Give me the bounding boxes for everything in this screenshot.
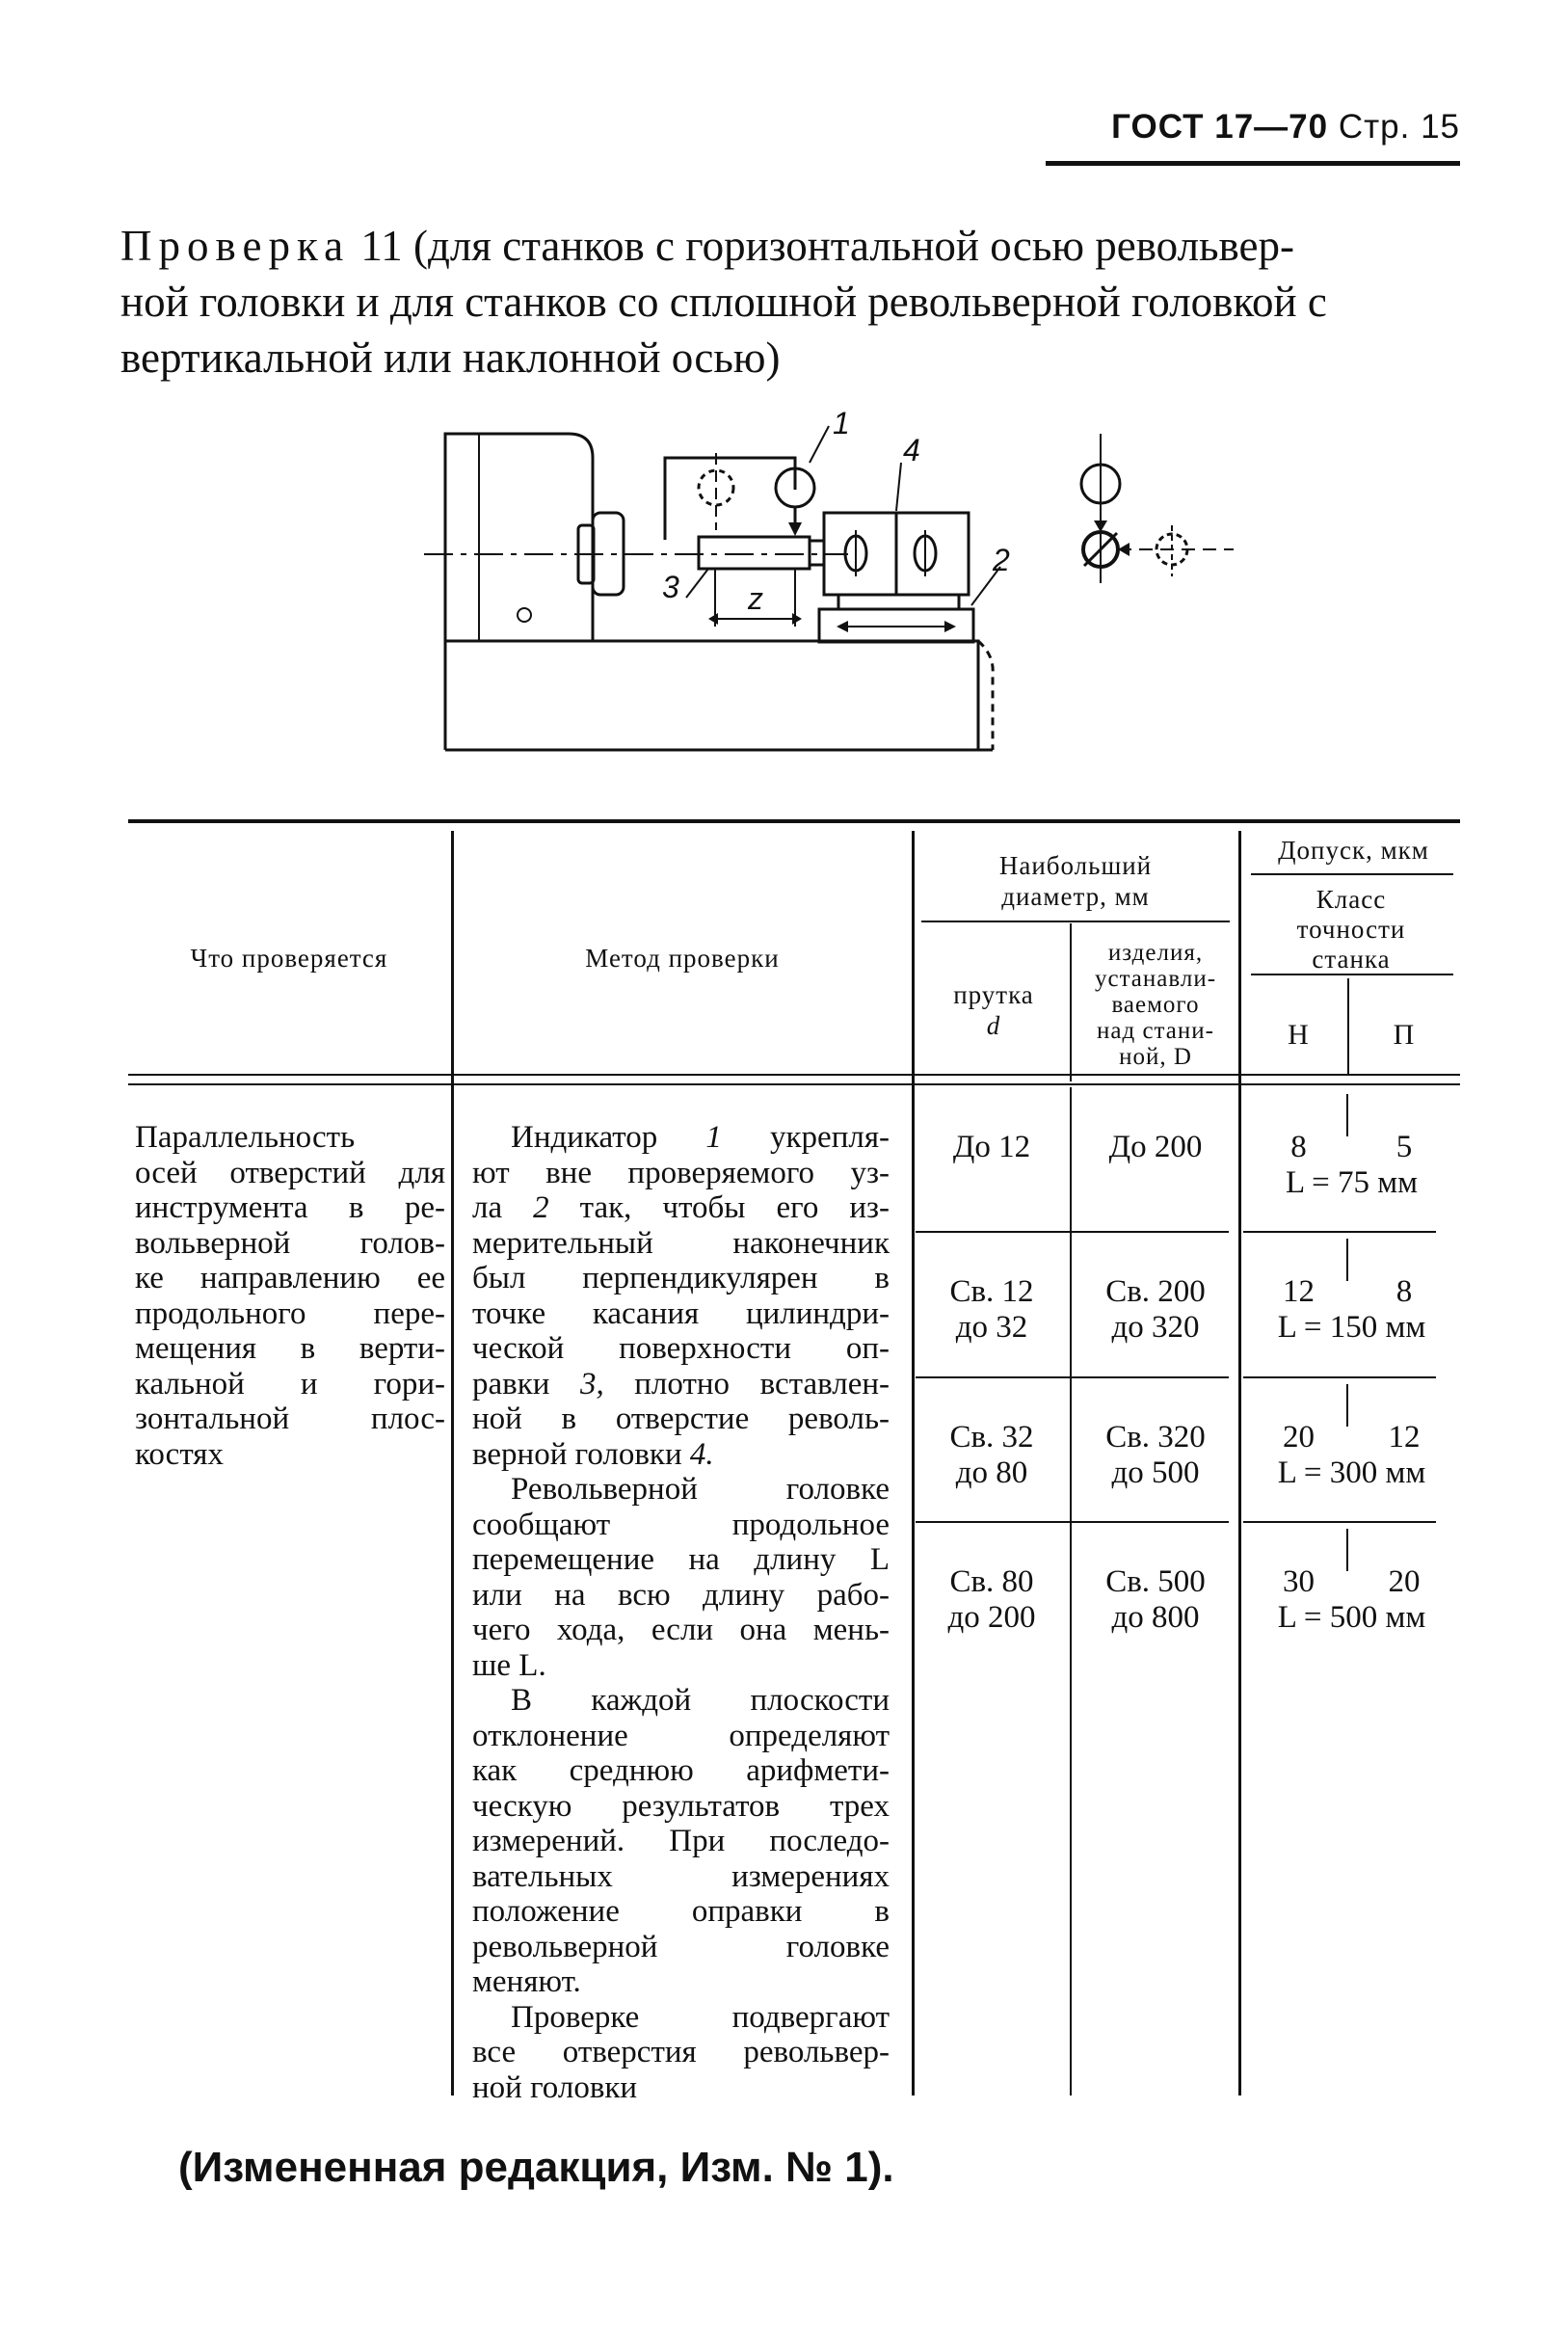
check-title-line-3: вертикальной или наклонной осью) [120, 334, 781, 382]
header-accuracy-class: Класс точности станка [1296, 885, 1406, 974]
row2-tol-p: 8 [1395, 1274, 1413, 1309]
check-heading [120, 218, 1470, 386]
header-max-diameter: Наибольший диаметр, мм [998, 851, 1153, 911]
row4-tol-h: 30 [1283, 1564, 1315, 1599]
row4-length: L = 500 мм [1277, 1600, 1426, 1635]
standard-number: ГОСТ 17—70 [1111, 108, 1329, 146]
row4-part-diameter: Св. 500 до 800 [1105, 1564, 1206, 1635]
callout-4: 4 [903, 433, 920, 467]
check-title-line-2: ной головки и для станков со сплошной револьверной головкой с [120, 278, 1327, 326]
header-what-checked: Что проверяется [190, 944, 388, 973]
cell-method: Индикатор 1 укрепля- ют вне проверяемого уз- ла 2 так, чтобы его из- мерительный наконечник был перпендикулярен в точке касания цилиндри- ческой поверхности оп- равки 3, плотно вставлен- ной в отверстие револь- верной головки 4. Револьверной головке сообщают продольное перемещение на длину L или на всю длину рабо- чего хода, если она мень- ше L. В каждой плоскости отклонение определяют как среднюю арифмети- ческую результатов трех измерений. При последо- вательных измерениях положение оправки в револьверной головке меняют. Проверке подвергают все отверстия револьвер- ной головки [472, 1120, 890, 2105]
row2-bar-diameter: Св. 12 до 32 [949, 1274, 1034, 1345]
row1-tol-p: 5 [1395, 1130, 1413, 1164]
header-method: Метод проверки [585, 944, 780, 973]
page-header [964, 108, 1460, 147]
mandrel [699, 537, 810, 569]
row2-tol-h: 12 [1283, 1274, 1315, 1309]
row3-tol-p: 12 [1388, 1420, 1421, 1455]
cell-what-checked: Параллельность осей отверстий для инструмента в ре- вольверной голов- ке направлению ее продольного пере- мещения в верти- кальной и гори- зонтальной плос- костях [135, 1120, 445, 1472]
callout-3: 3 [662, 570, 679, 604]
callout-2: 2 [993, 543, 1010, 577]
header-tolerance: Допуск, мкм [1278, 836, 1429, 865]
header-bar-diameter: прутка d [953, 980, 1034, 1040]
dimension-z: z [748, 581, 763, 616]
revision-note: (Измененная редакция, Изм. № 1). [178, 2144, 894, 2191]
page-number: Стр. 15 [1338, 108, 1460, 146]
row3-tol-h: 20 [1283, 1420, 1315, 1455]
callout-1: 1 [833, 406, 850, 440]
row1-tol-h: 8 [1290, 1130, 1307, 1164]
row1-length: L = 75 мм [1285, 1165, 1419, 1200]
header-rule [1046, 161, 1460, 166]
header-part-diameter: изделия, устанавли- ваемого над стани- ной, D [1094, 940, 1217, 1070]
row4-bar-diameter: Св. 80 до 200 [947, 1564, 1036, 1635]
row3-part-diameter: Св. 320 до 500 [1105, 1420, 1206, 1490]
turret-block-2 [896, 513, 969, 595]
check-diagram [424, 405, 1272, 771]
row3-bar-diameter: Св. 32 до 80 [949, 1420, 1034, 1490]
row2-length: L = 150 мм [1277, 1310, 1426, 1345]
check-number: 11 [360, 222, 403, 270]
header-class-h: Н [1288, 1019, 1310, 1051]
row3-length: L = 300 мм [1277, 1455, 1426, 1490]
check-title-line-1: (для станков с горизонтальной осью револьвер- [412, 222, 1294, 270]
check-label: Проверка [120, 222, 351, 270]
row4-tol-p: 20 [1388, 1564, 1421, 1599]
row1-bar-diameter: До 12 [952, 1130, 1031, 1164]
header-class-p: П [1393, 1019, 1416, 1051]
row1-part-diameter: До 200 [1108, 1130, 1203, 1164]
row2-part-diameter: Св. 200 до 320 [1105, 1274, 1206, 1345]
